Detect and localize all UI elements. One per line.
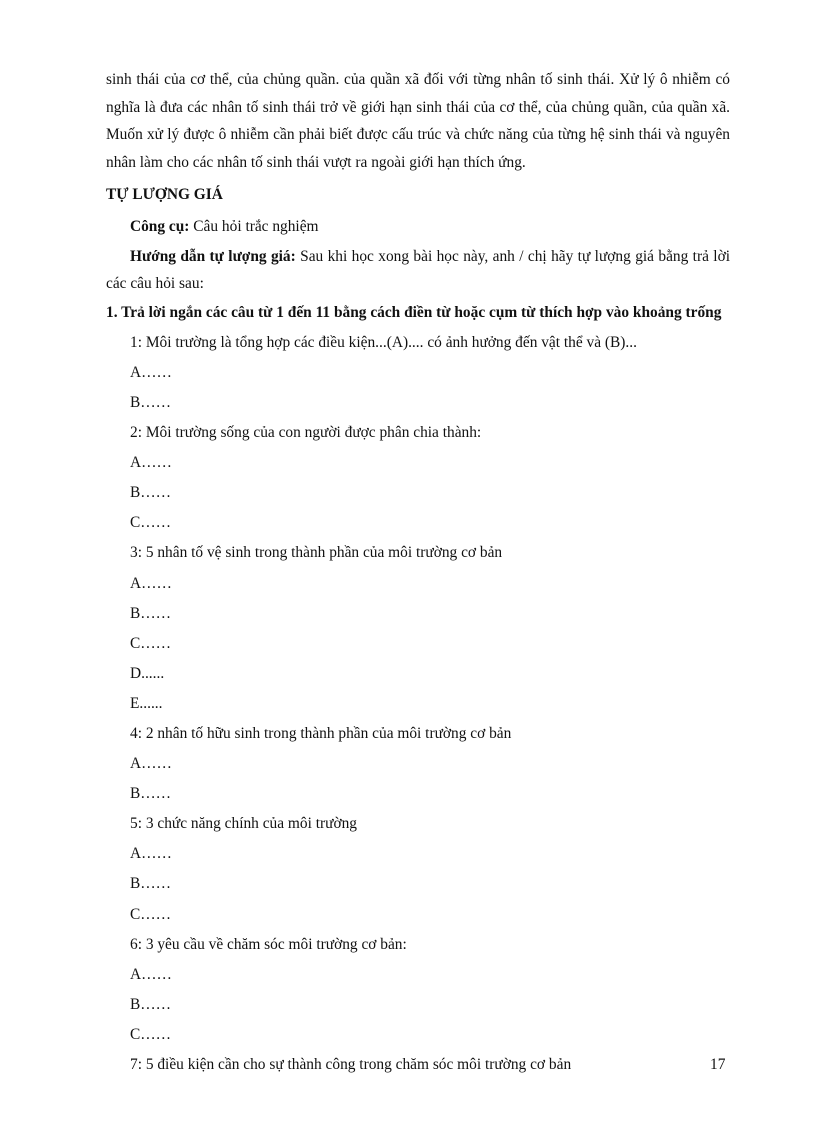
answer-blank: B…… bbox=[130, 393, 172, 411]
intro-paragraph: sinh thái của cơ thể, của chủng quần. của quần xã đối với từng nhân tố sinh thái. Xử lý ô nhiễm có nghĩa là đưa các nhân tố sinh thái trở về giới hạn sinh thái của cơ thể, của chủng quần, của quần xã. Muốn xử lý được ô nhiễm cần phải biết được cấu trúc và chức năng của từng hệ sinh thái và nguyên nhân làm cho các nhân tố sinh thái vượt ra ngoài giới hạn thích ứng. bbox=[106, 71, 730, 171]
tool-line bbox=[106, 213, 730, 241]
answer-blank: E...... bbox=[130, 694, 163, 712]
page-number: 17 bbox=[710, 1056, 726, 1073]
answer-blank: A…… bbox=[130, 574, 172, 592]
answer-blank: A…… bbox=[130, 755, 172, 773]
answer-blank: A…… bbox=[130, 965, 172, 983]
answer-blank: A…… bbox=[130, 454, 172, 472]
question-text: 2: Môi trường sống của con người được phân chia thành: bbox=[130, 424, 482, 442]
answer-blank: D...... bbox=[130, 664, 165, 682]
question-text: 1: Môi trường là tổng hợp các điều kiện...(A).... có ảnh hưởng đến vật thể và (B)... bbox=[130, 333, 637, 351]
answer-blank: A…… bbox=[130, 363, 172, 381]
answer-blank: A…… bbox=[130, 845, 172, 863]
document-page bbox=[106, 66, 730, 1081]
section-title: TỰ LƯỢNG GIÁ bbox=[106, 186, 223, 204]
question-text: 5: 3 chức năng chính của môi trường bbox=[130, 815, 357, 833]
answer-blank: B…… bbox=[130, 484, 172, 502]
answer-blank: B…… bbox=[130, 995, 172, 1013]
tool-label: Công cụ: bbox=[130, 217, 190, 235]
answer-blank: C…… bbox=[130, 514, 172, 532]
answer-blank: B…… bbox=[130, 604, 172, 622]
question-text: 3: 5 nhân tố vệ sinh trong thành phần của môi trường cơ bản bbox=[130, 544, 503, 562]
answer-blank: B…… bbox=[130, 785, 172, 803]
guide-paragraph bbox=[106, 243, 730, 298]
question-text: 4: 2 nhân tố hữu sinh trong thành phần của môi trường cơ bản bbox=[130, 724, 512, 742]
answer-blank: C…… bbox=[130, 1025, 172, 1043]
tool-text: Câu hỏi trắc nghiệm bbox=[189, 217, 319, 235]
part1-heading: 1. Trả lời ngắn các câu từ 1 đến 11 bằng cách điền từ hoặc cụm từ thích hợp vào khoảng trống bbox=[106, 303, 722, 321]
answer-blank: C…… bbox=[130, 905, 172, 923]
answer-blank: C…… bbox=[130, 634, 172, 652]
guide-text: Sau khi học xong bài học này, anh / chị hãy tự lượng giá bằng trả lời các câu hỏi sau: bbox=[106, 247, 730, 293]
question-text: 6: 3 yêu cầu về chăm sóc môi trường cơ bản: bbox=[130, 935, 407, 953]
answer-blank: B…… bbox=[130, 875, 172, 893]
guide-label: Hướng dẫn tự lượng giá: bbox=[130, 247, 296, 265]
question-list bbox=[106, 329, 730, 1079]
question-text: 7: 5 điều kiện cần cho sự thành công trong chăm sóc môi trường cơ bản bbox=[130, 1056, 572, 1073]
